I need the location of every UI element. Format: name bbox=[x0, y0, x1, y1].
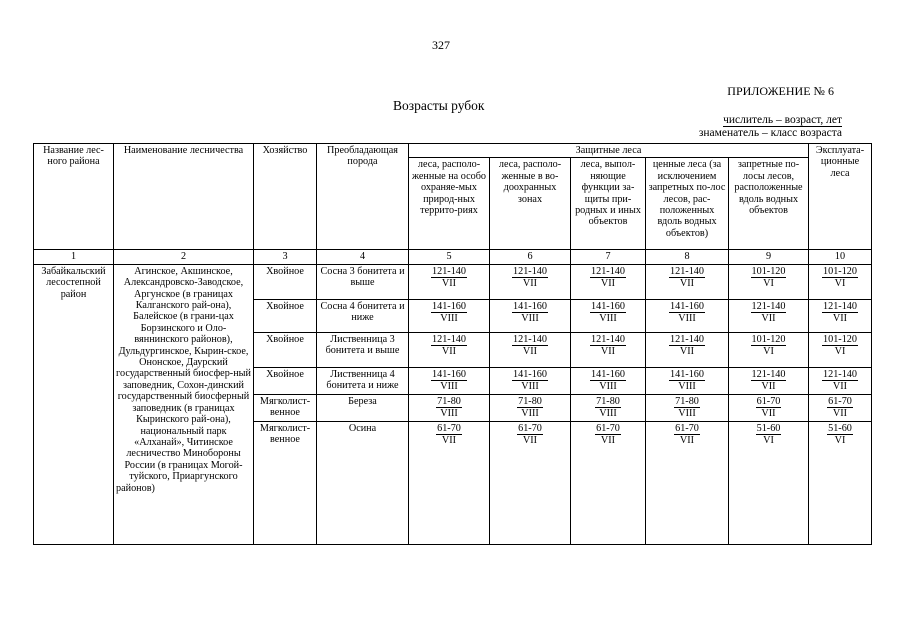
age-value-cell bbox=[646, 394, 729, 421]
age-years: 71-80 bbox=[675, 395, 699, 407]
species-cell: Осина bbox=[317, 421, 409, 544]
age-years: 121-140 bbox=[823, 300, 857, 312]
age-value-cell bbox=[490, 299, 571, 332]
age-value-cell bbox=[571, 332, 646, 367]
age-value-cell bbox=[646, 332, 729, 367]
age-years: 121-140 bbox=[591, 265, 625, 277]
age-value-cell bbox=[409, 332, 490, 367]
age-value-cell bbox=[809, 299, 872, 332]
age-years: 141-160 bbox=[432, 368, 466, 380]
age-years: 141-160 bbox=[591, 368, 625, 380]
farm-cell: Хвойное bbox=[254, 332, 317, 367]
age-value-cell bbox=[409, 421, 490, 544]
age-value-cell bbox=[646, 367, 729, 394]
age-class: VI bbox=[834, 345, 846, 357]
age-class: VIII bbox=[599, 380, 617, 392]
age-value-cell bbox=[571, 299, 646, 332]
age-years: 141-160 bbox=[513, 368, 547, 380]
header-sub-2: леса, располо-женные в во-доохранных зонах bbox=[490, 158, 571, 250]
age-class: VI bbox=[834, 277, 846, 289]
age-years: 141-160 bbox=[513, 300, 547, 312]
age-value-cell bbox=[409, 394, 490, 421]
age-value-cell bbox=[809, 367, 872, 394]
age-class: VII bbox=[832, 312, 848, 324]
age-value-cell bbox=[809, 394, 872, 421]
age-class: VII bbox=[441, 434, 457, 446]
age-value-cell bbox=[490, 264, 571, 299]
age-class: VII bbox=[761, 312, 776, 324]
column-number: 7 bbox=[571, 250, 646, 264]
age-years: 121-140 bbox=[513, 265, 547, 277]
age-class: VIII bbox=[599, 407, 617, 419]
age-class: VIII bbox=[678, 407, 696, 419]
age-value-cell bbox=[571, 421, 646, 544]
header-sub-1: леса, располо-женные на особо охраняе-мых природ-ных террито-риях bbox=[409, 158, 490, 250]
age-value-cell bbox=[409, 264, 490, 299]
age-years: 121-140 bbox=[751, 368, 786, 380]
age-value-cell bbox=[571, 367, 646, 394]
forestries-cell: Агинское, Акшинское, Александровско-Заводское, Аргунское (в границах Калганского рай-она), Балейское (в грани-цах Борзинского и Оло-вяннинского районов), Дульдургинское, Кырин-ское, Ононское, Даурский государственный биосфер-ный заповедник, Сохон-динский государственный биосферный заповедник (в границах Кыринского рай-она), национальный парк «Алханай», Читинское лесничество Минобороны России (в границах Могой-туйского, Приаргунского районов) bbox=[114, 264, 254, 544]
age-years: 61-70 bbox=[437, 422, 461, 434]
age-value-cell bbox=[409, 367, 490, 394]
header-sub-3: леса, выпол-няющие функции за-щиты при-родных и иных объектов bbox=[571, 158, 646, 250]
farm-cell: Хвойное bbox=[254, 367, 317, 394]
age-years: 121-140 bbox=[670, 265, 704, 277]
species-cell: Сосна 4 бонитета и ниже bbox=[317, 299, 409, 332]
farm-cell: Мягколист-венное bbox=[254, 394, 317, 421]
species-cell: Береза bbox=[317, 394, 409, 421]
farm-cell: Хвойное bbox=[254, 264, 317, 299]
age-years: 141-160 bbox=[591, 300, 625, 312]
column-number: 3 bbox=[254, 250, 317, 264]
farm-cell: Мягколист-венное bbox=[254, 421, 317, 544]
age-class: VIII bbox=[599, 312, 617, 324]
age-class: VII bbox=[522, 345, 538, 357]
age-class: VIII bbox=[678, 312, 696, 324]
age-class: VII bbox=[522, 277, 538, 289]
region-cell: Забайкальский лесостепной район bbox=[34, 264, 114, 544]
column-number: 9 bbox=[729, 250, 809, 264]
age-class: VII bbox=[441, 345, 457, 357]
age-value-cell bbox=[409, 299, 490, 332]
age-value-cell bbox=[729, 421, 809, 544]
age-class: VIII bbox=[440, 380, 458, 392]
header-region: Название лес-ного района bbox=[34, 144, 114, 250]
age-value-cell bbox=[729, 394, 809, 421]
age-value-cell bbox=[809, 421, 872, 544]
age-years: 141-160 bbox=[670, 368, 704, 380]
age-value-cell bbox=[729, 264, 809, 299]
age-class: VII bbox=[832, 380, 848, 392]
page-number: 327 bbox=[432, 38, 450, 52]
legend-denominator: знаменатель – класс возраста bbox=[698, 127, 842, 139]
age-years: 51-60 bbox=[828, 422, 852, 434]
age-class: VI bbox=[763, 345, 774, 357]
age-years: 121-140 bbox=[432, 333, 466, 345]
age-class: VIII bbox=[521, 380, 539, 392]
age-years: 121-140 bbox=[823, 368, 857, 380]
cutting-ages-table bbox=[33, 143, 872, 545]
header-protective-forests: Защитные леса bbox=[409, 144, 809, 158]
age-value-cell bbox=[646, 264, 729, 299]
column-number: 2 bbox=[114, 250, 254, 264]
age-class: VIII bbox=[440, 312, 458, 324]
header-species: Преобладающая порода bbox=[317, 144, 409, 250]
age-class: VII bbox=[832, 407, 848, 419]
column-numbers-row bbox=[34, 250, 872, 264]
age-value-cell bbox=[571, 264, 646, 299]
age-value-cell bbox=[646, 299, 729, 332]
age-years: 121-140 bbox=[670, 333, 704, 345]
age-value-cell bbox=[490, 421, 571, 544]
column-number: 1 bbox=[34, 250, 114, 264]
age-years: 101-120 bbox=[823, 265, 857, 277]
age-value-cell bbox=[571, 394, 646, 421]
age-years: 61-70 bbox=[675, 422, 699, 434]
age-class: VII bbox=[522, 434, 538, 446]
age-years: 71-80 bbox=[437, 395, 461, 407]
column-number: 10 bbox=[809, 250, 872, 264]
age-value-cell bbox=[729, 299, 809, 332]
age-years: 141-160 bbox=[670, 300, 704, 312]
age-years: 61-70 bbox=[518, 422, 542, 434]
age-class: VI bbox=[834, 434, 846, 446]
header-farm: Хозяйство bbox=[254, 144, 317, 250]
age-value-cell bbox=[646, 421, 729, 544]
age-class: VI bbox=[763, 277, 774, 289]
header-forestry: Наименование лесничества bbox=[114, 144, 254, 250]
age-value-cell bbox=[490, 367, 571, 394]
table-row bbox=[34, 264, 872, 299]
age-years: 121-140 bbox=[432, 265, 466, 277]
age-class: VII bbox=[761, 380, 776, 392]
header-sub-4: ценные леса (за исключением запретных по-лос лесов, рас-положенных вдоль водных объектов) bbox=[646, 158, 729, 250]
page-title: Возрасты рубок bbox=[393, 98, 485, 113]
age-value-cell bbox=[809, 332, 872, 367]
age-value-cell bbox=[729, 367, 809, 394]
age-years: 71-80 bbox=[518, 395, 542, 407]
age-class: VIII bbox=[521, 312, 539, 324]
column-number: 8 bbox=[646, 250, 729, 264]
age-class: VIII bbox=[440, 407, 458, 419]
age-value-cell bbox=[490, 394, 571, 421]
legend-numerator: числитель – возраст, лет bbox=[723, 114, 842, 126]
age-class: VIII bbox=[521, 407, 539, 419]
age-years: 101-120 bbox=[751, 333, 786, 345]
age-value-cell bbox=[490, 332, 571, 367]
age-class: VI bbox=[763, 434, 774, 446]
age-class: VII bbox=[761, 407, 776, 419]
age-class: VII bbox=[679, 434, 695, 446]
legend bbox=[699, 114, 842, 140]
age-class: VII bbox=[679, 277, 695, 289]
age-years: 71-80 bbox=[596, 395, 620, 407]
column-number: 6 bbox=[490, 250, 571, 264]
age-years: 121-140 bbox=[513, 333, 547, 345]
age-years: 61-70 bbox=[828, 395, 852, 407]
age-years: 101-120 bbox=[823, 333, 857, 345]
age-years: 61-70 bbox=[756, 395, 781, 407]
age-years: 121-140 bbox=[751, 300, 786, 312]
age-years: 51-60 bbox=[756, 422, 781, 434]
age-class: VII bbox=[600, 277, 616, 289]
age-years: 101-120 bbox=[751, 265, 786, 277]
age-value-cell bbox=[809, 264, 872, 299]
farm-cell: Хвойное bbox=[254, 299, 317, 332]
species-cell: Лиственница 4 бонитета и ниже bbox=[317, 367, 409, 394]
column-number: 4 bbox=[317, 250, 409, 264]
column-number: 5 bbox=[409, 250, 490, 264]
age-value-cell bbox=[729, 332, 809, 367]
age-class: VII bbox=[441, 277, 457, 289]
age-years: 141-160 bbox=[432, 300, 466, 312]
species-cell: Лиственница 3 бонитета и выше bbox=[317, 332, 409, 367]
header-exploitation-forests: Эксплуата-ционные леса bbox=[809, 144, 872, 250]
header-sub-5: запретные по-лосы лесов, расположенные вдоль водных объектов bbox=[729, 158, 809, 250]
appendix-label: ПРИЛОЖЕНИЕ № 6 bbox=[727, 84, 834, 98]
age-years: 61-70 bbox=[596, 422, 620, 434]
age-class: VIII bbox=[678, 380, 696, 392]
age-class: VII bbox=[600, 434, 616, 446]
age-years: 121-140 bbox=[591, 333, 625, 345]
age-class: VII bbox=[679, 345, 695, 357]
age-class: VII bbox=[600, 345, 616, 357]
species-cell: Сосна 3 бонитета и выше bbox=[317, 264, 409, 299]
